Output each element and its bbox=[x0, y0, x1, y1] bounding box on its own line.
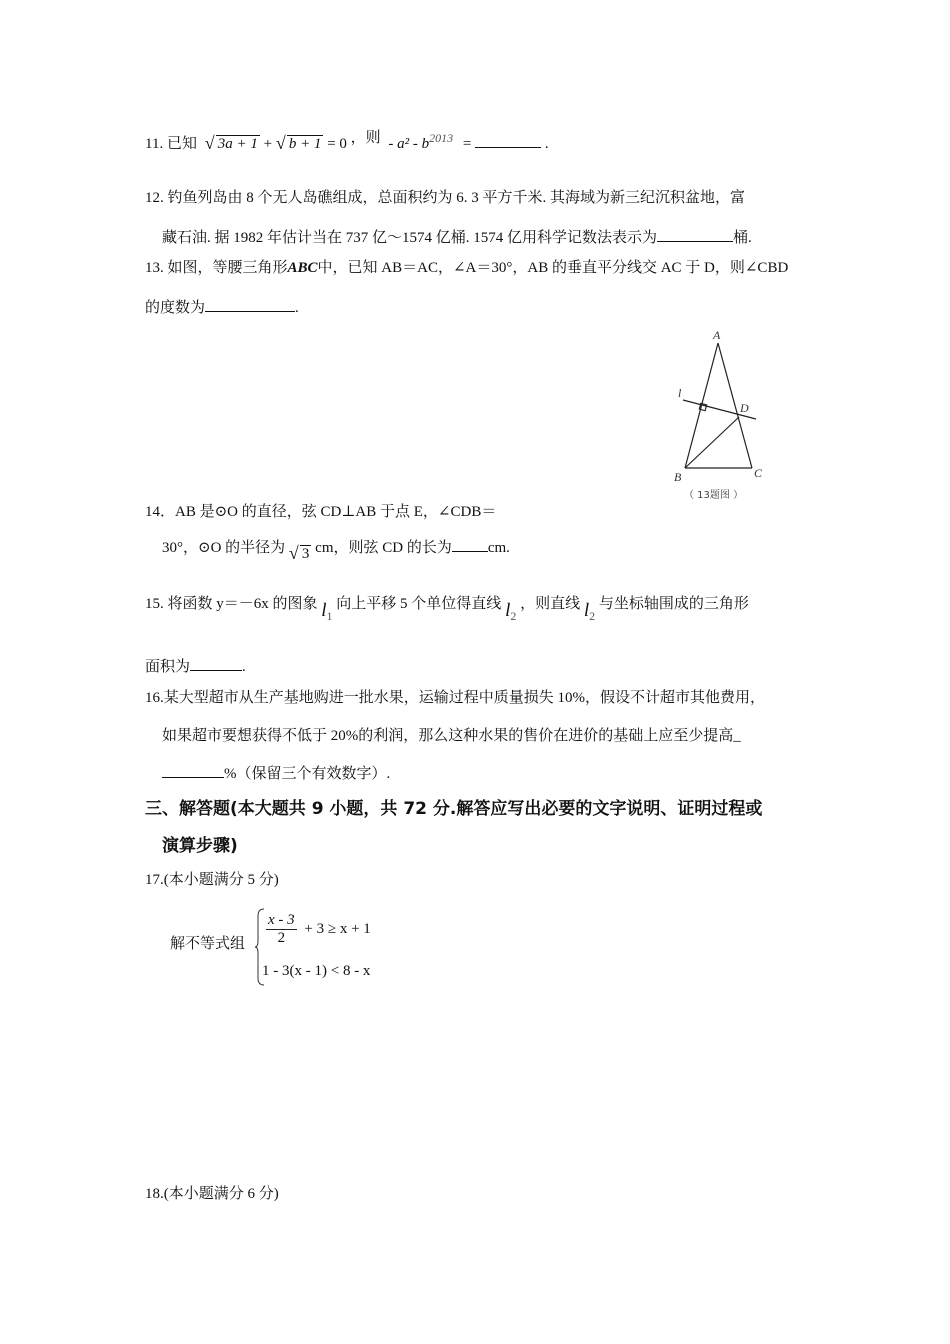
q17-inequality-2: 1 - 3(x - 1) < 8 - x bbox=[262, 963, 371, 979]
q14-radical: √ 3 bbox=[288, 543, 310, 563]
q11-answer-blank[interactable] bbox=[475, 133, 541, 148]
q13-line-2-end: . bbox=[295, 300, 299, 316]
q15-answer-blank[interactable] bbox=[190, 656, 242, 671]
q17-fraction bbox=[266, 912, 297, 947]
q15-part-b: 向上平移 5 个单位得直线 bbox=[336, 596, 502, 612]
q16-line-2: 如果超市要想获得不低于 20%的利润，那么这种水果的售价在进价的基础上应至少提高_ bbox=[162, 728, 741, 744]
q11-dot: . bbox=[544, 136, 549, 152]
q14-line-2 bbox=[162, 536, 510, 563]
q13-line-2-text: 的度数为 bbox=[145, 300, 206, 316]
q13-line-1 bbox=[145, 256, 788, 277]
label-a: A bbox=[713, 328, 721, 342]
q15-part-a: 15. 将函数 y＝－6x 的图象 bbox=[145, 596, 318, 612]
q14-line-1: 14．AB 是⊙O 的直径，弦 CD⊥AB 于点 E，∠CDB＝ bbox=[145, 504, 497, 520]
q15-sub2-second: 2 bbox=[589, 609, 596, 623]
q11-radical-1: √ 3a + 1 bbox=[204, 133, 258, 153]
q11-expression bbox=[388, 131, 457, 152]
section-3-title-line-2: 演算步骤) bbox=[162, 836, 238, 856]
q17-inequality-1 bbox=[266, 912, 371, 947]
q17-inequality-1-rest: + 3 ≥ x + 1 bbox=[304, 921, 371, 937]
triangle-figure bbox=[670, 325, 780, 510]
right-angle-mark bbox=[699, 403, 706, 410]
q13-line-1-b: 中，已知 AB＝AC，∠A＝30°，AB 的垂直平分线交 AC 于 D，则∠CBD bbox=[317, 260, 789, 276]
q16-line-3-text: %（保留三个有效数字）. bbox=[224, 766, 391, 782]
q12-line-2-text: 藏石油. 据 1982 年估计当在 737 亿～1574 亿桶. 1574 亿用科学记数法表示为 bbox=[162, 230, 658, 246]
q11-eq: = bbox=[462, 136, 472, 152]
q14-line-2-a: 30°，⊙O 的半径为 bbox=[162, 540, 286, 556]
q11-exponent: 2013 bbox=[429, 131, 454, 145]
q13-answer-blank[interactable] bbox=[205, 297, 295, 312]
q15-part-c: ，则直线 bbox=[520, 596, 581, 612]
q13-triangle-name: ABC bbox=[287, 260, 318, 276]
label-c: C bbox=[754, 466, 763, 480]
q12-line-1: 12. 钓鱼列岛由 8 个无人岛礁组成，总面积约为 6. 3 平方千米. 其海域为新三纪沉积盆地，富 bbox=[145, 190, 746, 206]
q15-line-1 bbox=[145, 592, 749, 623]
q17-prompt: 解不等式组 bbox=[170, 936, 246, 952]
q11-then: ，则 bbox=[350, 130, 381, 146]
label-d: D bbox=[740, 401, 749, 415]
label-l: l bbox=[678, 386, 682, 400]
q15-l2-first: l bbox=[505, 600, 511, 621]
q15-line-2-text: 面积为 bbox=[145, 659, 191, 675]
label-b: B bbox=[674, 470, 682, 484]
q14-line-2-c: cm. bbox=[487, 540, 510, 556]
q15-sub2-first: 2 bbox=[510, 609, 517, 623]
side-ab bbox=[685, 343, 718, 468]
q17-fraction-numerator: x - 3 bbox=[268, 912, 295, 928]
q18-header: 18.(本小题满分 6 分) bbox=[145, 1186, 279, 1202]
q16-answer-blank[interactable] bbox=[162, 763, 224, 778]
q11-radical-2: √ b + 1 bbox=[275, 133, 322, 153]
q11-expr-text: - a² - b bbox=[388, 136, 430, 152]
q15-line-2 bbox=[145, 655, 246, 676]
q13-line-2 bbox=[145, 296, 299, 317]
q14-line-2-b: cm，则弦 CD 的长为 bbox=[315, 540, 452, 556]
segment-bd bbox=[685, 417, 739, 468]
q16-line-1: 16.某大型超市从生产基地购进一批水果，运输过程中质量损失 10%，假设不计超市其他费用， bbox=[145, 690, 765, 706]
q11-equation bbox=[204, 133, 351, 153]
q15-line-2-end: . bbox=[242, 659, 246, 675]
q11-number: 11. bbox=[145, 136, 164, 152]
q11-prefix: 已知 bbox=[166, 136, 197, 152]
q15-sub1: 1 bbox=[326, 609, 333, 623]
q12-line-2-end: 桶. bbox=[733, 230, 752, 246]
q16-line-3 bbox=[162, 762, 390, 783]
q15-l1: l bbox=[321, 600, 327, 621]
question-11 bbox=[145, 131, 549, 153]
q15-l2-second: l bbox=[583, 600, 590, 621]
q11-plus: + bbox=[263, 136, 273, 152]
q17-fraction-denominator: 2 bbox=[277, 930, 286, 946]
q11-equals-zero: = 0 bbox=[327, 136, 347, 152]
q17-header: 17.(本小题满分 5 分) bbox=[145, 872, 279, 888]
q13-line-1-a: 13. 如图，等腰三角形 bbox=[145, 260, 288, 276]
section-3-title-line-1: 三、解答题(本大题共 9 小题，共 72 分.解答应写出必要的文字说明、证明过程或 bbox=[145, 799, 763, 819]
figure-caption: （ 13题图 ） bbox=[684, 490, 744, 501]
q15-part-d: 与坐标轴围成的三角形 bbox=[598, 596, 749, 612]
q14-answer-blank[interactable] bbox=[452, 537, 488, 552]
q12-line-2 bbox=[162, 226, 752, 247]
q12-answer-blank[interactable] bbox=[657, 227, 733, 242]
